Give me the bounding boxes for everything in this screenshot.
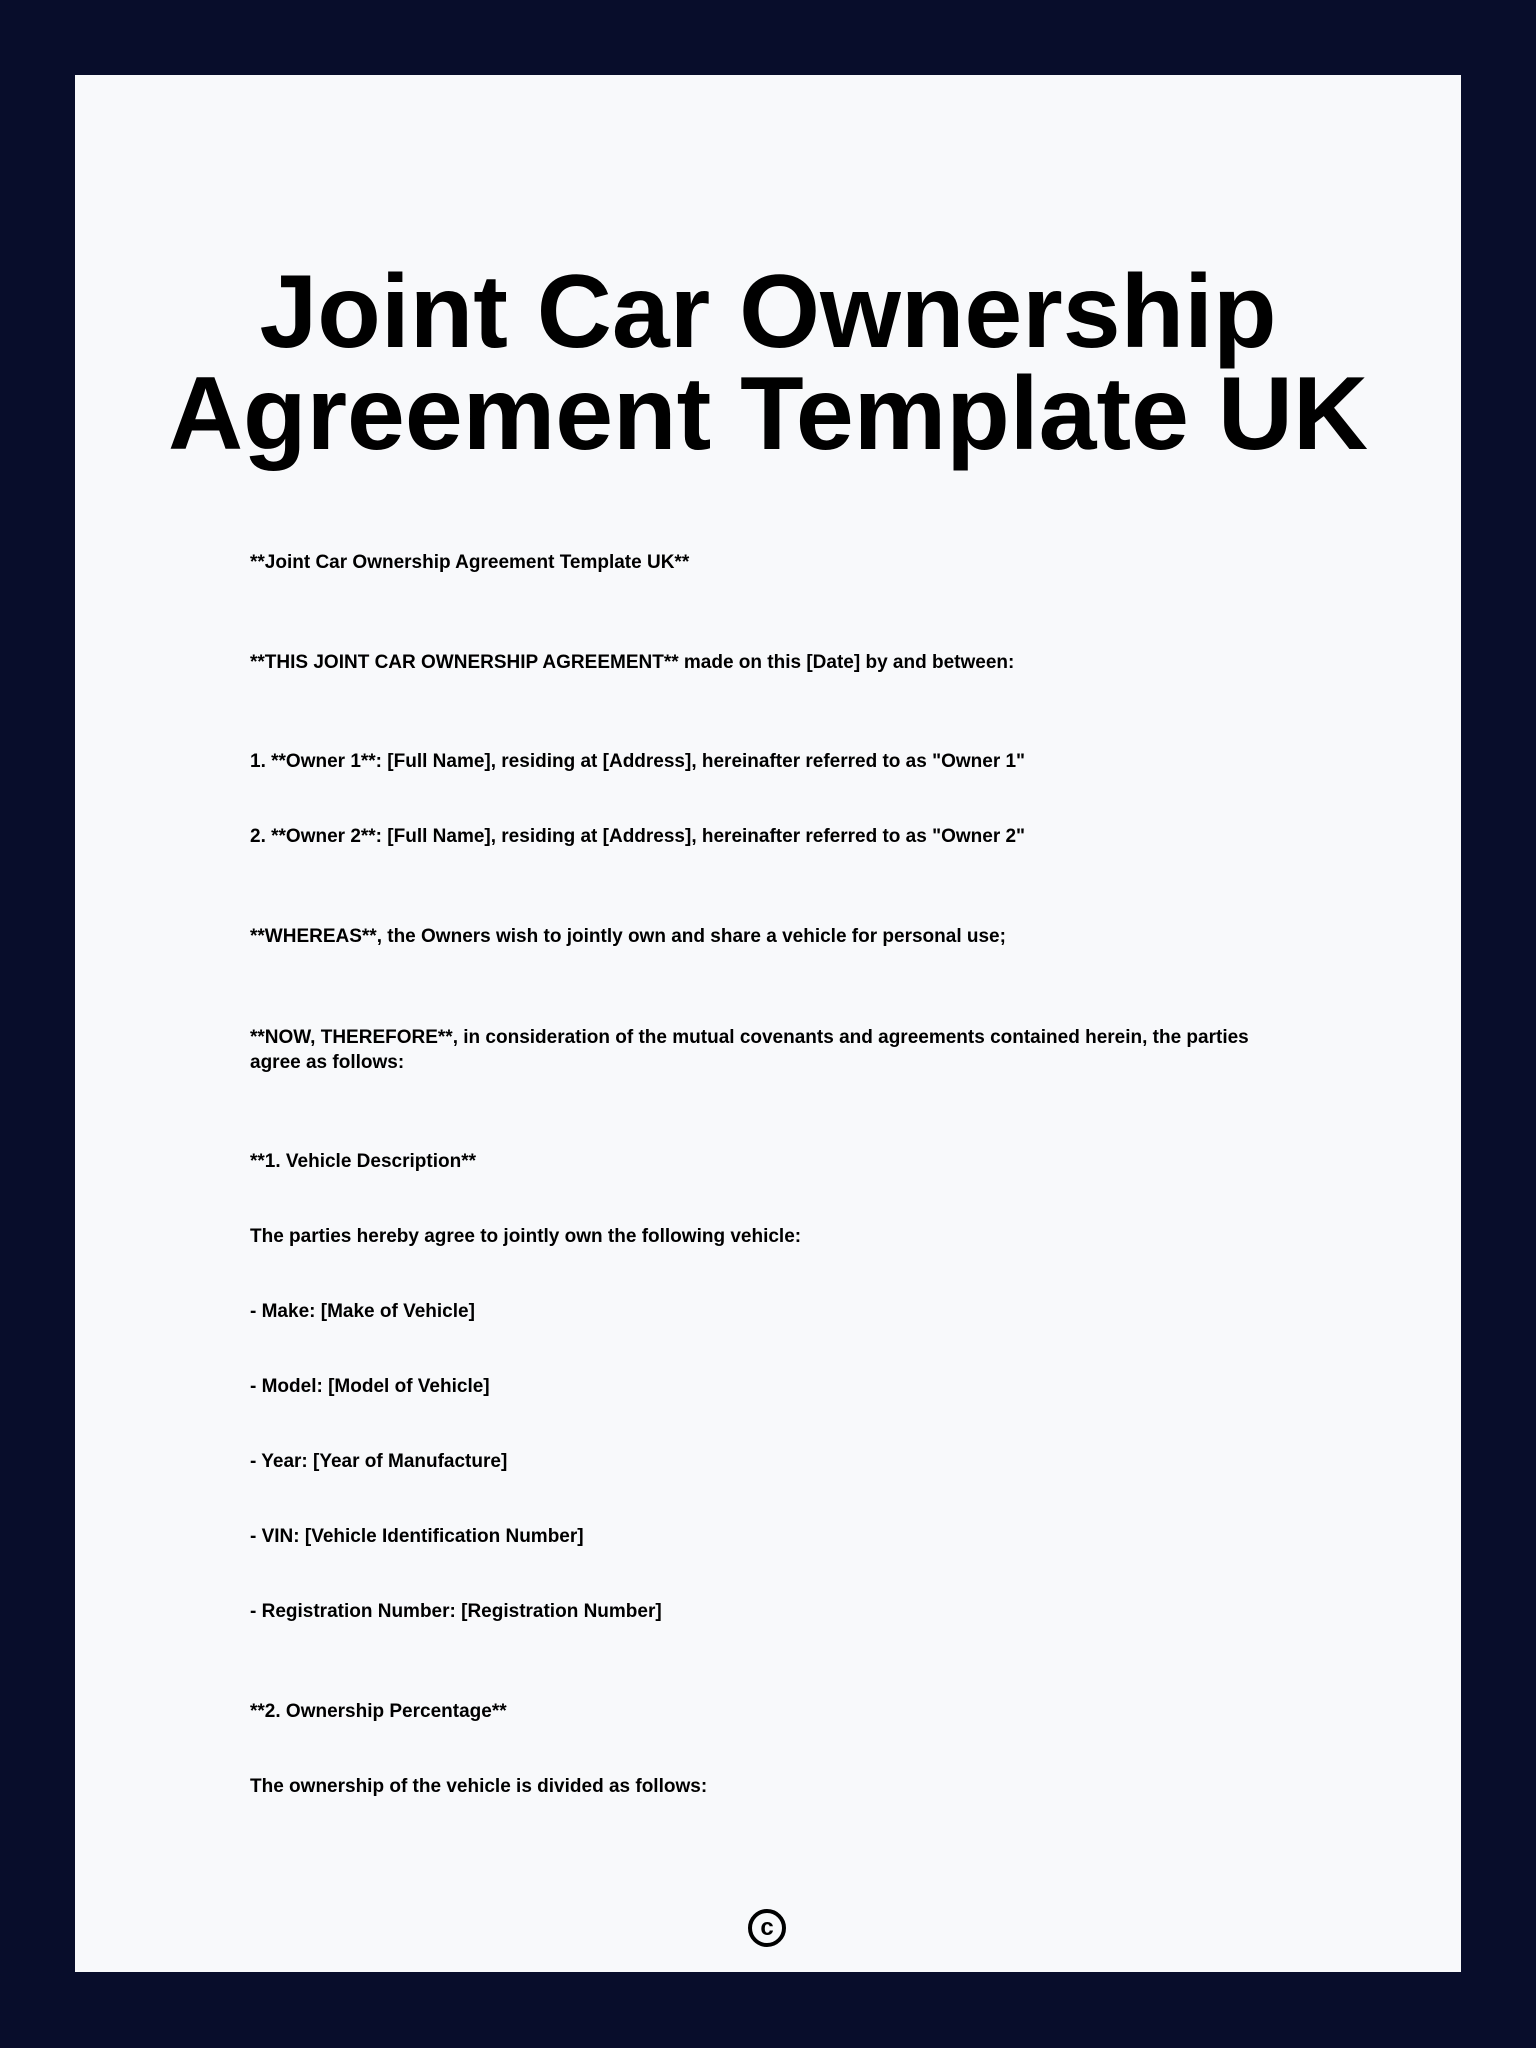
therefore-clause: **NOW, THEREFORE**, in consideration of the mutual covenants and agreements contained herein, the parties agree as follows: [250,1027,1255,1073]
section-1-text: The parties hereby agree to jointly own the following vehicle: [250,1226,802,1247]
owner-1-clause: 1. **Owner 1**: [Full Name], residing at [Address], hereinafter referred to as "Owner 1" [250,751,1026,772]
vehicle-vin: - VIN: [Vehicle Identification Number] [250,1526,584,1547]
section-2-text: The ownership of the vehicle is divided as follows: [250,1776,708,1797]
section-2-heading: **2. Ownership Percentage** [250,1701,507,1722]
document-title-line-2: Agreement Template UK [167,356,1369,472]
whereas-clause: **WHEREAS**, the Owners wish to jointly own and share a vehicle for personal use; [250,926,1006,947]
vehicle-year: - Year: [Year of Manufacture] [250,1451,508,1472]
vehicle-registration: - Registration Number: [Registration Number] [250,1601,662,1622]
agreement-intro: **THIS JOINT CAR OWNERSHIP AGREEMENT** made on this [Date] by and between: [250,652,1015,673]
owner-2-clause: 2. **Owner 2**: [Full Name], residing at [Address], hereinafter referred to as "Owner 2" [250,826,1026,847]
vehicle-model: - Model: [Model of Vehicle] [250,1376,490,1397]
copyright-icon: c [748,1909,786,1947]
document-title-line-1: Joint Car Ownership [259,254,1277,370]
document-page [75,75,1461,1972]
doc-heading: **Joint Car Ownership Agreement Template UK** [250,552,690,573]
section-1-heading: **1. Vehicle Description** [250,1151,476,1172]
vehicle-make: - Make: [Make of Vehicle] [250,1301,475,1322]
